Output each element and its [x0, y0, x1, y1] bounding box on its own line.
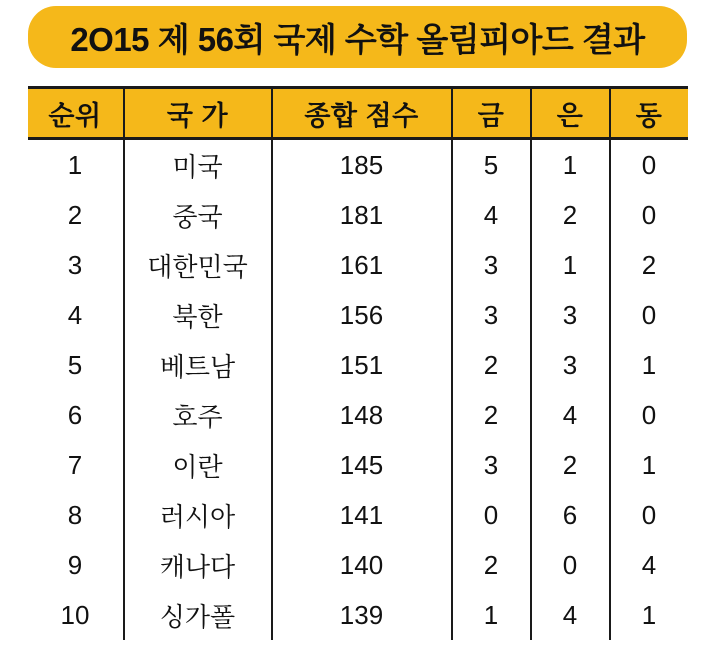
cell-bronze: 0	[610, 139, 688, 191]
cell-gold: 3	[452, 290, 531, 340]
cell-country: 호주	[124, 390, 272, 440]
cell-country: 캐나다	[124, 540, 272, 590]
cell-silver: 6	[531, 490, 610, 540]
column-header-country: 국 가	[124, 88, 272, 139]
cell-silver: 1	[531, 139, 610, 191]
cell-rank: 9	[28, 540, 124, 590]
cell-gold: 3	[452, 440, 531, 490]
table-header	[28, 88, 688, 139]
cell-rank: 8	[28, 490, 124, 540]
column-header-rank: 순위	[28, 88, 124, 139]
cell-silver: 3	[531, 290, 610, 340]
cell-bronze: 1	[610, 340, 688, 390]
cell-gold: 2	[452, 390, 531, 440]
column-header-total-score: 종합 점수	[272, 88, 452, 139]
cell-total-score: 148	[272, 390, 452, 440]
cell-rank: 3	[28, 240, 124, 290]
table-body	[28, 139, 688, 641]
cell-silver: 0	[531, 540, 610, 590]
cell-rank: 4	[28, 290, 124, 340]
column-header-gold: 금	[452, 88, 531, 139]
column-header-bronze: 동	[610, 88, 688, 139]
cell-rank: 6	[28, 390, 124, 440]
cell-gold: 1	[452, 590, 531, 640]
cell-silver: 4	[531, 590, 610, 640]
table-row	[28, 540, 688, 590]
cell-bronze: 1	[610, 590, 688, 640]
table-row	[28, 390, 688, 440]
cell-country: 미국	[124, 139, 272, 191]
cell-total-score: 181	[272, 190, 452, 240]
table-row	[28, 490, 688, 540]
cell-country: 북한	[124, 290, 272, 340]
cell-country: 대한민국	[124, 240, 272, 290]
cell-silver: 2	[531, 190, 610, 240]
cell-country: 러시아	[124, 490, 272, 540]
table-row	[28, 590, 688, 640]
cell-rank: 10	[28, 590, 124, 640]
cell-country: 이란	[124, 440, 272, 490]
cell-total-score: 140	[272, 540, 452, 590]
cell-gold: 0	[452, 490, 531, 540]
cell-total-score: 161	[272, 240, 452, 290]
results-table	[28, 86, 688, 640]
cell-gold: 2	[452, 340, 531, 390]
table-row	[28, 190, 688, 240]
table-row	[28, 440, 688, 490]
cell-bronze: 0	[610, 490, 688, 540]
page-title: 2O15 제 56회 국제 수학 올림피아드 결과	[70, 20, 645, 58]
cell-total-score: 139	[272, 590, 452, 640]
cell-bronze: 1	[610, 440, 688, 490]
table-row	[28, 139, 688, 191]
cell-rank: 7	[28, 440, 124, 490]
cell-gold: 3	[452, 240, 531, 290]
title-banner	[28, 6, 687, 68]
cell-bronze: 0	[610, 290, 688, 340]
cell-rank: 5	[28, 340, 124, 390]
cell-total-score: 156	[272, 290, 452, 340]
cell-bronze: 4	[610, 540, 688, 590]
cell-gold: 4	[452, 190, 531, 240]
cell-total-score: 185	[272, 139, 452, 191]
cell-bronze: 2	[610, 240, 688, 290]
cell-silver: 2	[531, 440, 610, 490]
cell-bronze: 0	[610, 390, 688, 440]
table-row	[28, 290, 688, 340]
cell-silver: 1	[531, 240, 610, 290]
cell-silver: 4	[531, 390, 610, 440]
cell-gold: 2	[452, 540, 531, 590]
column-header-silver: 은	[531, 88, 610, 139]
results-page	[0, 6, 715, 648]
cell-country: 베트남	[124, 340, 272, 390]
cell-country: 중국	[124, 190, 272, 240]
cell-rank: 2	[28, 190, 124, 240]
table-row	[28, 240, 688, 290]
cell-gold: 5	[452, 139, 531, 191]
cell-total-score: 141	[272, 490, 452, 540]
table-header-row	[28, 88, 688, 139]
cell-total-score: 151	[272, 340, 452, 390]
table-row	[28, 340, 688, 390]
cell-silver: 3	[531, 340, 610, 390]
cell-country: 싱가폴	[124, 590, 272, 640]
cell-rank: 1	[28, 139, 124, 191]
cell-total-score: 145	[272, 440, 452, 490]
cell-bronze: 0	[610, 190, 688, 240]
